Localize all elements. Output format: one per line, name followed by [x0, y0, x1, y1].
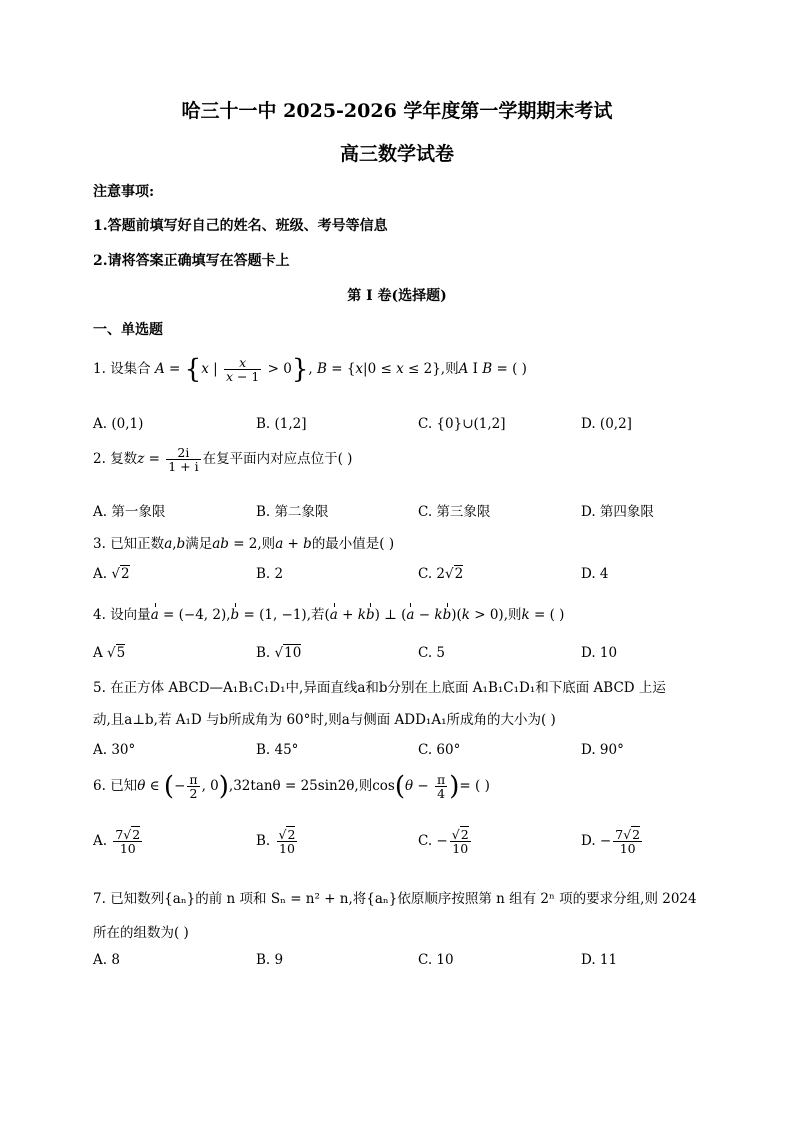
notice-item-1: 1.答题前填写好自己的姓名、班级、考号等信息 [93, 218, 388, 234]
question-4: 4. 设向量a = (−4, 2),b = (1, −1),若(a + kb) ⊥ (a − kb)(k > 0),则k = ( ) [93, 607, 565, 623]
q7-option-b: B. 9 [256, 952, 284, 968]
notice-heading: 注意事项: [93, 184, 155, 200]
q1-option-a: A. (0,1) [93, 416, 144, 432]
q4-option-c: C. 5 [418, 645, 446, 661]
q5-option-a: A. 30° [93, 742, 136, 758]
q4-option-a: A √5 [93, 645, 126, 661]
q5-option-d: D. 90° [581, 742, 624, 758]
part-heading: 第 I 卷(选择题) [347, 288, 447, 304]
q6-option-d: D. − $\frac{7√2}{10}$ [581, 827, 641, 857]
q7-option-d: D. 11 [581, 952, 618, 968]
question-5-line-2: 动,且a⊥b,若 A₁D 与b所成角为 60°时,则a与侧面 ADD₁A₁所成角的大小为( ) [93, 712, 556, 728]
q4-option-d: D. 10 [581, 645, 618, 661]
q2-option-a: A. 第一象限 [93, 504, 166, 520]
q6-option-b: B. $\frac{√2}{10}$ [256, 827, 296, 857]
q3-option-a: A. √2 [93, 566, 130, 582]
q1-option-d: D. (0,2] [581, 416, 632, 432]
q5-option-c: C. 60° [418, 742, 461, 758]
q2-option-c: C. 第三象限 [418, 504, 491, 520]
q6-option-c: C. − $\frac{√2}{10}$ [418, 827, 469, 857]
q7-option-a: A. 8 [93, 952, 120, 968]
question-3: 3. 已知正数a,b满足ab = 2,则a + b的最小值是( ) [93, 536, 395, 552]
q6-option-a: A. $\frac{7√2}{10}$ [93, 827, 141, 857]
q1-option-c: C. {0}∪(1,2] [418, 416, 506, 432]
q1-option-b: B. (1,2] [256, 416, 307, 432]
q7-option-c: C. 10 [418, 952, 454, 968]
q3-option-b: B. 2 [256, 566, 284, 582]
q5-option-b: B. 45° [256, 742, 299, 758]
question-2: 2. 复数z = $\frac{2i}{1 + i}$ 在复平面内对应点位于( ) [93, 445, 353, 475]
section-heading: 一、单选题 [93, 322, 163, 338]
question-6: 6. 已知θ ∈ (− $\frac{\pi}{2}$ , 0),32tanθ = 25sin2θ,则cos(θ − $\frac{\pi}{4}$ )= ( ) [93, 771, 490, 802]
exam-title: 哈三十一中 2025-2026 学年度第一学期期末考试 [181, 100, 613, 122]
question-7-line-2: 所在的组数为( ) [93, 925, 189, 941]
question-1: 1. 设集合 A = {x | $\frac{x}{x - 1}$ > 0}, B = {x|0 ≤ x ≤ 2},则A I B = ( ) [93, 354, 527, 385]
q2-option-b: B. 第二象限 [256, 504, 329, 520]
q3-option-c: C. 2√2 [418, 566, 464, 582]
q4-option-b: B. √10 [256, 645, 302, 661]
question-7-line-1: 7. 已知数列{aₙ}的前 n 项和 Sₙ = n² + n,将{aₙ}依原顺序按照第 n 组有 2ⁿ 项的要求分组,则 2024 [93, 891, 697, 907]
exam-subtitle: 高三数学试卷 [339, 143, 454, 165]
question-5-line-1: 5. 在正方体 ABCD—A₁B₁C₁D₁中,异面直线a和b分别在上底面 A₁B₁C₁D₁和下底面 ABCD 上运 [93, 680, 666, 696]
q2-option-d: D. 第四象限 [581, 504, 654, 520]
q3-option-d: D. 4 [581, 566, 609, 582]
notice-item-2: 2.请将答案正确填写在答题卡上 [93, 253, 290, 269]
